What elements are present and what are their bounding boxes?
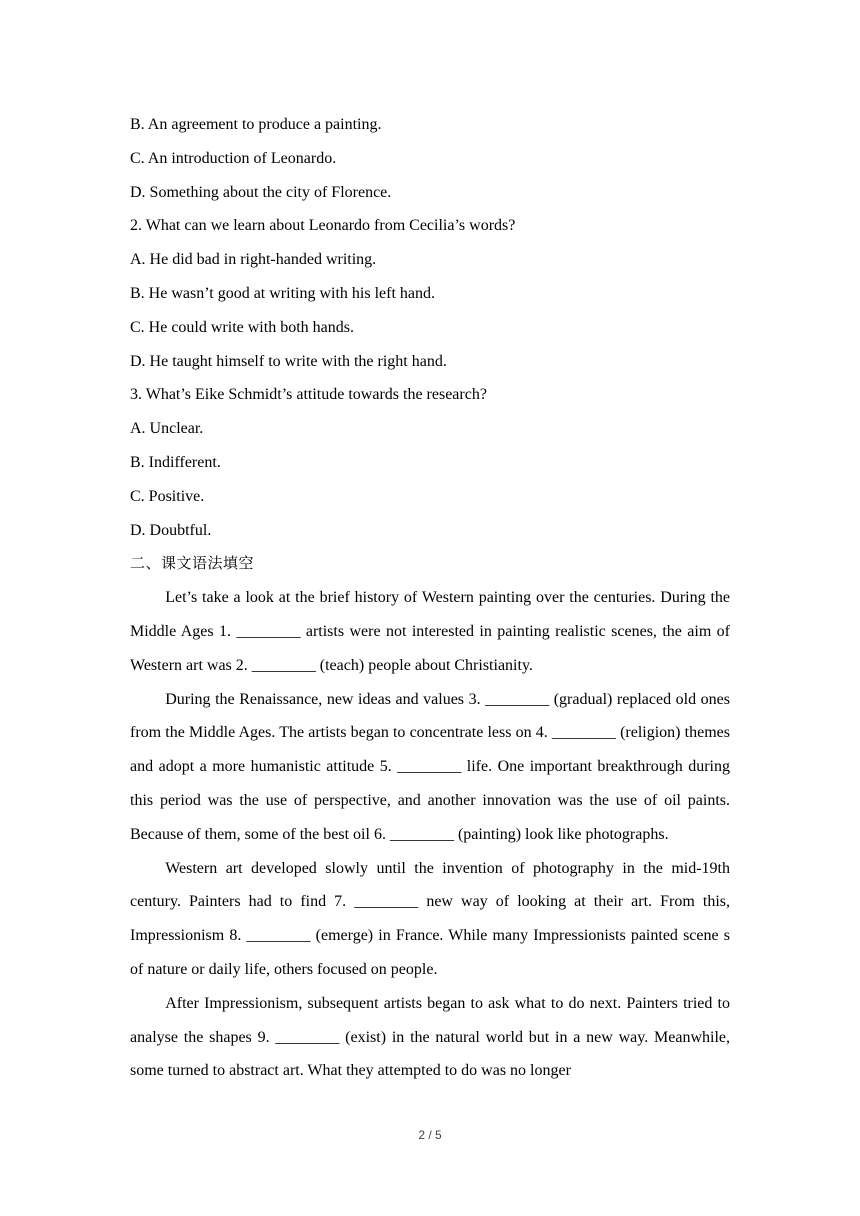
passage-paragraph-3: Western art developed slowly until the invention of photography in the mid-19th century. Painters had to find 7. ________ new way of looking at their art. From this, Impressionism 8. ________ (emerge) in France. While many Impressionists painted scene s of nature or daily life, others focused on people. xyxy=(130,859,730,978)
q2-option-c: C. He could write with both hands. xyxy=(130,318,354,336)
section-heading: 二、课文语法填空 xyxy=(130,554,255,573)
q3-option-d: D. Doubtful. xyxy=(130,521,212,539)
q1-option-b: B. An agreement to produce a painting. xyxy=(130,116,382,133)
q2-option-b: B. He wasn’t good at writing with his left hand. xyxy=(130,284,435,302)
q3-option-c: C. Positive. xyxy=(130,487,205,505)
q3-stem: 3. What’s Eike Schmidt’s attitude towards the research? xyxy=(130,386,487,404)
q3-option-b: B. Indifferent. xyxy=(130,453,221,471)
passage-paragraph-2: During the Renaissance, new ideas and values 3. ________ (gradual) replaced old ones from the Middle Ages. The artists began to concentrate less on 4. ________ (religion) themes and adopt a more humanistic attitude 5. ________ life. One important breakthrough during this period was the use of perspective, and another innovation was the use of oil paints. Because of them, some of the best oil 6. ________ (painting) look like photographs. xyxy=(130,690,730,843)
q2-option-a: A. He did bad in right-handed writing. xyxy=(130,251,377,269)
q2-option-d: D. He taught himself to write with the right hand. xyxy=(130,352,447,370)
q3-option-a: A. Unclear. xyxy=(130,420,204,438)
page-content xyxy=(130,108,730,1088)
passage-paragraph-1: Let’s take a look at the brief history of Western painting over the centuries. During the Middle Ages 1. ________ artists were not interested in painting realistic scenes, the aim of Western art was 2. ________ (teach) people about Christianity. xyxy=(130,589,730,674)
passage-paragraph-4: After Impressionism, subsequent artists began to ask what to do next. Painters tried to analyse the shapes 9. ________ (exist) in the natural world but in a new way. Meanwhile, some turned to abstract art. What they attempted to do was no longer xyxy=(130,994,730,1080)
page-number: 2 / 5 xyxy=(418,1128,442,1142)
q1-option-c: C. An introduction of Leonardo. xyxy=(130,149,337,167)
q2-stem: 2. What can we learn about Leonardo from Cecilia’s words? xyxy=(130,217,516,235)
q1-option-d: D. Something about the city of Florence. xyxy=(130,183,392,201)
